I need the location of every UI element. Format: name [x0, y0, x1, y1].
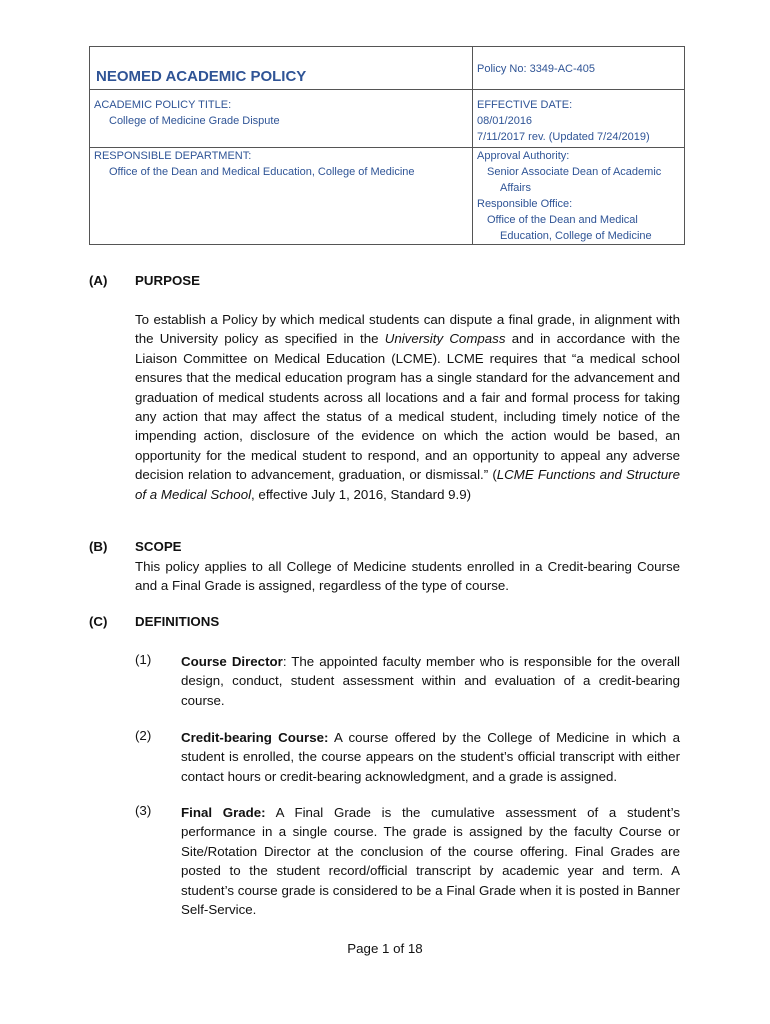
section-c-marker: (C) — [89, 614, 108, 629]
definition-2-term: Credit-bearing Course: — [181, 730, 329, 745]
definition-2-text: A course offered by the College of Medicine in which a student is enrolled, the course appears on the student’s official transcript with either contact hours or credit-bearing acknowledgment, and a grade is assigned. — [181, 730, 680, 784]
definition-3 — [181, 803, 680, 919]
definition-1-text: The appointed faculty member who is responsible for the overall design, conduct, student assessment within and evaluation of a credit-bearing course. — [181, 654, 680, 708]
effective-date-value: 08/01/2016 — [477, 115, 533, 127]
responsible-office-value: Office of the Dean and Medical Education, College of Medicine — [487, 214, 652, 242]
definition-1-sep: : — [282, 654, 292, 669]
page-number: Page 1 of 18 — [347, 941, 423, 956]
definition-3-sep — [266, 805, 276, 820]
department-cell — [90, 148, 473, 245]
definition-1-term: Course Director — [181, 654, 283, 669]
section-b-marker: (B) — [89, 539, 108, 554]
section-b-heading: SCOPE — [135, 539, 182, 554]
definition-3-number: (3) — [135, 803, 152, 818]
definition-1 — [181, 652, 680, 710]
purpose-text-compass: University Compass — [384, 331, 506, 347]
purpose-text-3: , effective July 1, 2016, Standard 9.9) — [251, 486, 472, 502]
section-a-marker: (A) — [89, 273, 108, 288]
section-c-heading: DEFINITIONS — [135, 614, 220, 629]
policy-title-label: ACADEMIC POLICY TITLE: — [94, 99, 232, 111]
department-value: Office of the Dean and Medical Education, College of Medicine — [109, 166, 415, 178]
approval-authority-label: Approval Authority: — [477, 150, 570, 162]
scope-paragraph: This policy applies to all College of Medicine students enrolled in a Credit-bearing Course and a Final Grade is assigned, regardless of the type of course. — [135, 559, 680, 594]
policy-header-table — [89, 46, 685, 245]
definition-3-text: A Final Grade is the cumulative assessment of a student’s performance in a single course. The grade is assigned by the faculty Course or Site/Rotation Director at the conclusion of the course offering. Final Grades are posted to the student record/official transcript by academic year and term. A student’s course grade is considered to be a Final Grade when it is posted in Banner Self-Service. — [181, 805, 680, 918]
department-label: RESPONSIBLE DEPARTMENT: — [94, 150, 252, 162]
responsible-office-label: Responsible Office: — [477, 198, 573, 210]
definition-2 — [181, 728, 680, 786]
effective-date-cell — [473, 90, 685, 148]
effective-date-label: EFFECTIVE DATE: — [477, 99, 573, 111]
revision-date: 7/11/2017 rev. (Updated 7/24/2019) — [477, 131, 650, 143]
policy-number: Policy No: 3349-AC-405 — [477, 63, 596, 75]
policy-no-cell — [473, 47, 685, 90]
definition-1-number: (1) — [135, 652, 152, 667]
purpose-text-lcme: LCME Functions and Structure of a Medical School — [135, 467, 680, 502]
authority-cell — [473, 148, 685, 245]
definition-3-term: Final Grade: — [181, 805, 266, 820]
section-a-heading: PURPOSE — [135, 273, 201, 288]
purpose-text-1: To establish a Policy by which medical students can dispute a final grade, in alignment with the University policy as specified in the — [135, 312, 680, 347]
policy-title-cell — [90, 90, 473, 148]
policy-title-heading: NEOMED ACADEMIC POLICY — [96, 68, 307, 85]
policy-title-value: College of Medicine Grade Dispute — [109, 115, 280, 127]
definition-2-number: (2) — [135, 728, 152, 743]
purpose-paragraph — [135, 310, 680, 504]
purpose-text-2: and in accordance with the Liaison Committee on Medical Education (LCME). LCME requires that “a medical school ensures that the medical education program has a single standard for the advancement and graduation of medical students across all locations and a fair and formal process for taking any action that may affect the status of a medical student, including timely notice of the impending action, disclosure of the evidence on which the action would be based, an opportunity for the medical student to respond, and an opportunity to appeal any adverse decision relation to advancement, graduation, or dismissal.” ( — [135, 331, 680, 483]
approval-authority-value: Senior Associate Dean of Academic Affairs — [487, 166, 662, 194]
title-cell — [90, 47, 473, 90]
